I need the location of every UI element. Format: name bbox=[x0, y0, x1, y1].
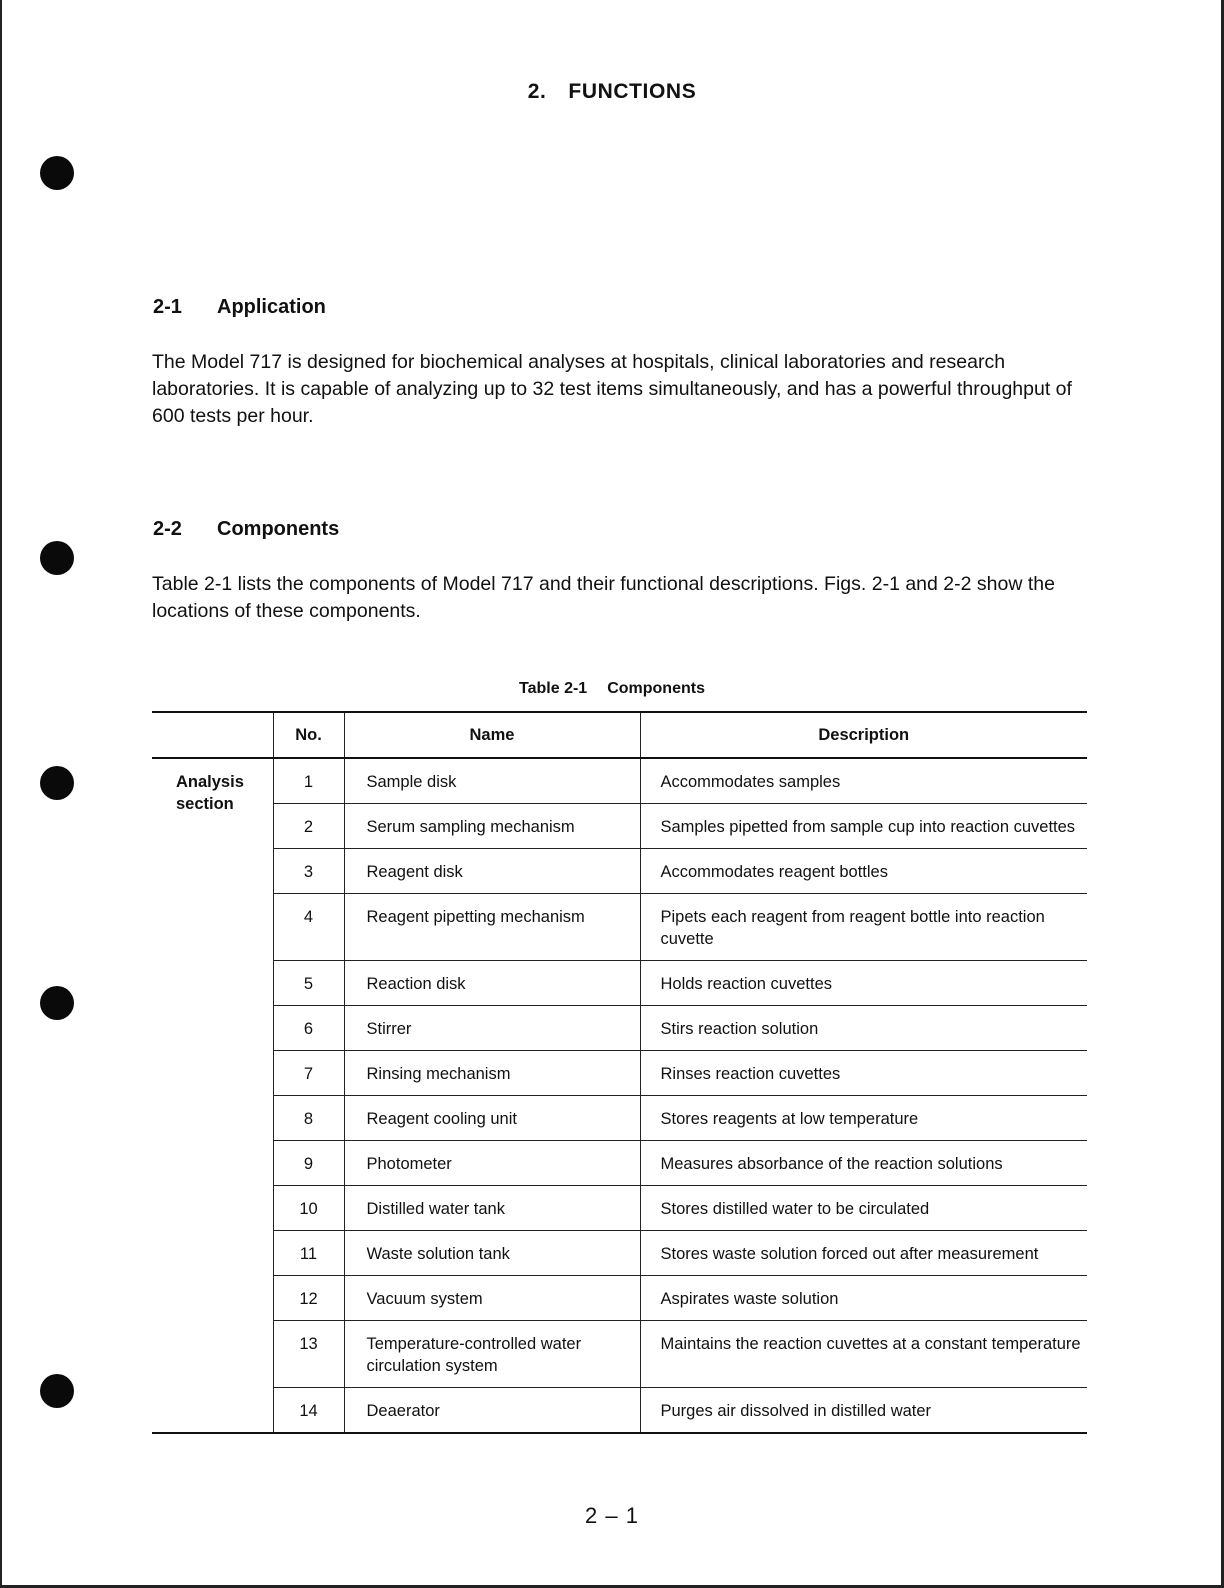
row-description: Aspirates waste solution bbox=[640, 1276, 1087, 1321]
row-description: Stores waste solution forced out after measurement bbox=[640, 1231, 1087, 1276]
row-description: Maintains the reaction cuvettes at a constant temperature bbox=[640, 1321, 1087, 1388]
table-caption-number: Table 2-1 bbox=[519, 680, 588, 697]
table-row bbox=[152, 894, 1087, 961]
section-title: Application bbox=[217, 296, 326, 318]
row-name: Deaerator bbox=[344, 1388, 640, 1434]
binder-hole bbox=[40, 766, 74, 800]
section-heading-components bbox=[153, 518, 339, 541]
application-paragraph: The Model 717 is designed for biochemical analyses at hospitals, clinical laboratories and research laboratories. It is capable of analyzing up to 32 test items simultaneously, and has a powerful throughput of 600 tests per hour. bbox=[152, 351, 1072, 427]
table-caption bbox=[0, 680, 1224, 698]
row-no: 5 bbox=[273, 961, 344, 1006]
binder-hole bbox=[40, 986, 74, 1020]
header-name: Name bbox=[344, 712, 640, 758]
header-section bbox=[152, 712, 273, 758]
row-name: Reagent disk bbox=[344, 849, 640, 894]
header-no: No. bbox=[273, 712, 344, 758]
row-no: 3 bbox=[273, 849, 344, 894]
row-description: Rinses reaction cuvettes bbox=[640, 1051, 1087, 1096]
table-row bbox=[152, 1231, 1087, 1276]
row-name: Rinsing mechanism bbox=[344, 1051, 640, 1096]
section-number: 2-2 bbox=[153, 518, 182, 540]
row-no: 4 bbox=[273, 894, 344, 961]
table-header-row bbox=[152, 712, 1087, 758]
components-paragraph: Table 2-1 lists the components of Model 717 and their functional descriptions. Figs. 2-1 and 2-2 show the locations of these components. bbox=[152, 573, 1055, 622]
row-no: 13 bbox=[273, 1321, 344, 1388]
table-row bbox=[152, 804, 1087, 849]
binder-hole bbox=[40, 1374, 74, 1408]
row-no: 8 bbox=[273, 1096, 344, 1141]
row-description: Accommodates samples bbox=[640, 758, 1087, 804]
row-name: Reagent pipetting mechanism bbox=[344, 894, 640, 961]
row-description: Accommodates reagent bottles bbox=[640, 849, 1087, 894]
row-no: 12 bbox=[273, 1276, 344, 1321]
binder-hole bbox=[40, 156, 74, 190]
section-label-text: Analysis section bbox=[176, 773, 244, 813]
row-description: Stores distilled water to be circulated bbox=[640, 1186, 1087, 1231]
table-row bbox=[152, 1051, 1087, 1096]
table-row bbox=[152, 849, 1087, 894]
section-number: 2-1 bbox=[153, 296, 182, 318]
table-row bbox=[152, 1276, 1087, 1321]
header-description: Description bbox=[640, 712, 1087, 758]
page-number: 2 – 1 bbox=[585, 1503, 639, 1528]
table-row bbox=[152, 1006, 1087, 1051]
row-name: Reaction disk bbox=[344, 961, 640, 1006]
row-name: Serum sampling mechanism bbox=[344, 804, 640, 849]
section-heading-application bbox=[153, 296, 326, 319]
components-table bbox=[152, 711, 1087, 1434]
row-name-text: Temperature-controlled water circulation system bbox=[366, 1335, 582, 1375]
row-name bbox=[344, 1321, 640, 1388]
row-no: 10 bbox=[273, 1186, 344, 1231]
chapter-number: 2. bbox=[527, 80, 547, 103]
row-no: 6 bbox=[273, 1006, 344, 1051]
row-description: Samples pipetted from sample cup into reaction cuvettes bbox=[640, 804, 1087, 849]
binder-hole bbox=[40, 541, 74, 575]
table-row bbox=[152, 758, 1087, 804]
row-no: 2 bbox=[273, 804, 344, 849]
table-row bbox=[152, 1186, 1087, 1231]
row-no: 9 bbox=[273, 1141, 344, 1186]
row-description: Stirs reaction solution bbox=[640, 1006, 1087, 1051]
row-no: 14 bbox=[273, 1388, 344, 1434]
table-row bbox=[152, 1321, 1087, 1388]
row-name: Vacuum system bbox=[344, 1276, 640, 1321]
section-title: Components bbox=[217, 518, 340, 540]
table-row bbox=[152, 1141, 1087, 1186]
row-name: Waste solution tank bbox=[344, 1231, 640, 1276]
table-caption-title: Components bbox=[607, 680, 705, 697]
table-row bbox=[152, 1388, 1087, 1434]
row-description: Holds reaction cuvettes bbox=[640, 961, 1087, 1006]
row-name: Stirrer bbox=[344, 1006, 640, 1051]
row-description: Pipets each reagent from reagent bottle into reaction cuvette bbox=[640, 894, 1087, 961]
row-name: Distilled water tank bbox=[344, 1186, 640, 1231]
table-row bbox=[152, 961, 1087, 1006]
section-label bbox=[152, 758, 273, 1433]
table-row bbox=[152, 1096, 1087, 1141]
row-description: Stores reagents at low temperature bbox=[640, 1096, 1087, 1141]
chapter-title-text: FUNCTIONS bbox=[568, 80, 697, 103]
row-name: Reagent cooling unit bbox=[344, 1096, 640, 1141]
row-no: 7 bbox=[273, 1051, 344, 1096]
row-name: Sample disk bbox=[344, 758, 640, 804]
chapter-title bbox=[0, 80, 1224, 104]
row-name: Photometer bbox=[344, 1141, 640, 1186]
row-description: Purges air dissolved in distilled water bbox=[640, 1388, 1087, 1434]
row-no: 11 bbox=[273, 1231, 344, 1276]
row-description: Measures absorbance of the reaction solutions bbox=[640, 1141, 1087, 1186]
row-no: 1 bbox=[273, 758, 344, 804]
